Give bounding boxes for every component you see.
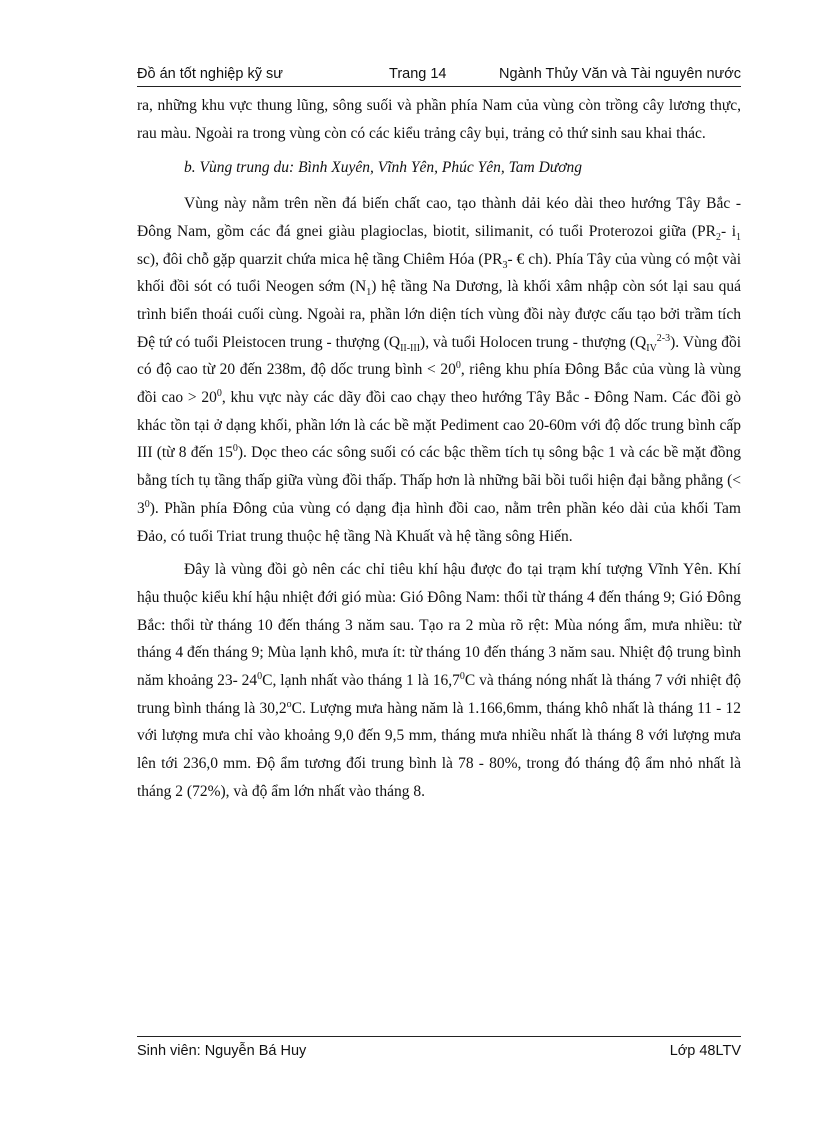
header-page-number: Trang 14: [389, 66, 447, 82]
header-document-type: Đồ án tốt nghiệp kỹ sư: [137, 66, 283, 82]
paragraph-geology: Vùng này nằm trên nền đá biến chất cao, tạo thành dải kéo dài theo hướng Tây Bắc - Đông Nam, gồm các đá gnei giàu plagioclas, biotit, silimanit, có tuổi Proterozoi giữa ($PR_2-$ $i_1$ sc), đôi chỗ gặp quarzit chứa mica hệ tầng Chiêm Hóa ($PR_3-$ € ch). Phía Tây của vùng có một vài khối đồi sót có tuổi Neogen sớm $(N_1)$ hệ tầng Na Dương, là khối xâm nhập còn sót lại sau quá trình biển thoái cuối cùng. Ngoài ra, phần lớn diện tích vùng đồi này được cấu tạo bởi trầm tích Đệ tứ có tuổi Pleistocen trung - thượng $(Q_{II-III})$, và tuổi Holocen trung - thượng $(Q_{IV}^{2-3})$. Vùng đồi có độ cao từ 20 đến 238m, độ dốc trung bình < $20^0$, riêng khu phía Đông Bắc của vùng là vùng đồi cao > $20^0$, khu vực này các dãy đồi cao chạy theo hướng Tây Bắc - Đông Nam. Các đồi gò khác tồn tại ở dạng khối, phần lớn là các bề mặt Pediment cao 20-60m với độ dốc trung bình cấp III (từ 8 đến $15^0$). Dọc theo các sông suối có các bậc thềm tích tụ sông bậc 1 và các bề mặt đồng bằng tích tụ tầng thấp giữa vùng đồi thấp. Thấp hơn là những bãi bồi tuổi hiện đại bằng phẳng (< $3^0$). Phần phía Đông của vùng có dạng địa hình đồi cao, nằm trên phần kéo dài của khối Tam Đảo, có tuổi Triat trung thuộc hệ tầng Nà Khuất và hệ tầng sông Hiến.: [137, 195, 742, 545]
section-heading-b: b. Vùng trung du: Bình Xuyên, Vĩnh Yên, Phúc Yên, Tam Dương: [184, 159, 583, 177]
paragraph-climate: Đây là vùng đồi gò nên các chỉ tiêu khí hậu được đo tại trạm khí tượng Vĩnh Yên. Khí hậu thuộc kiểu khí hậu nhiệt đới gió mùa: Gió Đông Nam: thổi từ tháng 4 đến tháng 9; Gió Đông Bắc: thổi từ tháng 10 đến tháng 3 năm sau. Tạo ra 2 mùa rõ rệt: Mùa nóng ẩm, mưa nhiều: từ tháng 4 đến tháng 9; Mùa lạnh khô, mưa ít: từ tháng 10 đến tháng 3 năm sau. Nhiệt độ trung bình năm khoảng 23- $24^0C$, lạnh nhất vào tháng 1 là 16,7$^0$C và tháng nóng nhất là tháng 7 với nhiệt độ trung bình tháng là 30,2$^o$C. Lượng mưa hàng năm là 1.166,6mm, tháng khô nhất là tháng 11 - 12 với lượng mưa chỉ vào khoảng 9,0 đến 9,5 mm, tháng mưa nhiều nhất là tháng 8 với lượng mưa lên tới 236,0 mm. Độ ẩm tương đối trung bình là 78 - 80%, trong đó tháng độ ẩm nhỏ nhất là tháng 2 (72%), và độ ẩm lớn nhất vào tháng 8.: [137, 561, 741, 800]
footer-student-name: Sinh viên: Nguyễn Bá Huy: [137, 1043, 307, 1059]
paragraph-continued: ra, những khu vực thung lũng, sông suối và phần phía Nam của vùng còn trồng cây lương thực, rau màu. Ngoài ra trong vùng còn có các kiểu trảng cây bụi, trảng cỏ thứ sinh sau khai thác.: [137, 97, 741, 142]
page-header: [137, 64, 741, 87]
page-footer: [137, 1036, 741, 1061]
page-body: [137, 92, 741, 806]
header-department: Ngành Thủy Văn và Tài nguyên nước: [499, 66, 741, 82]
footer-class: Lớp 48LTV: [669, 1043, 741, 1059]
